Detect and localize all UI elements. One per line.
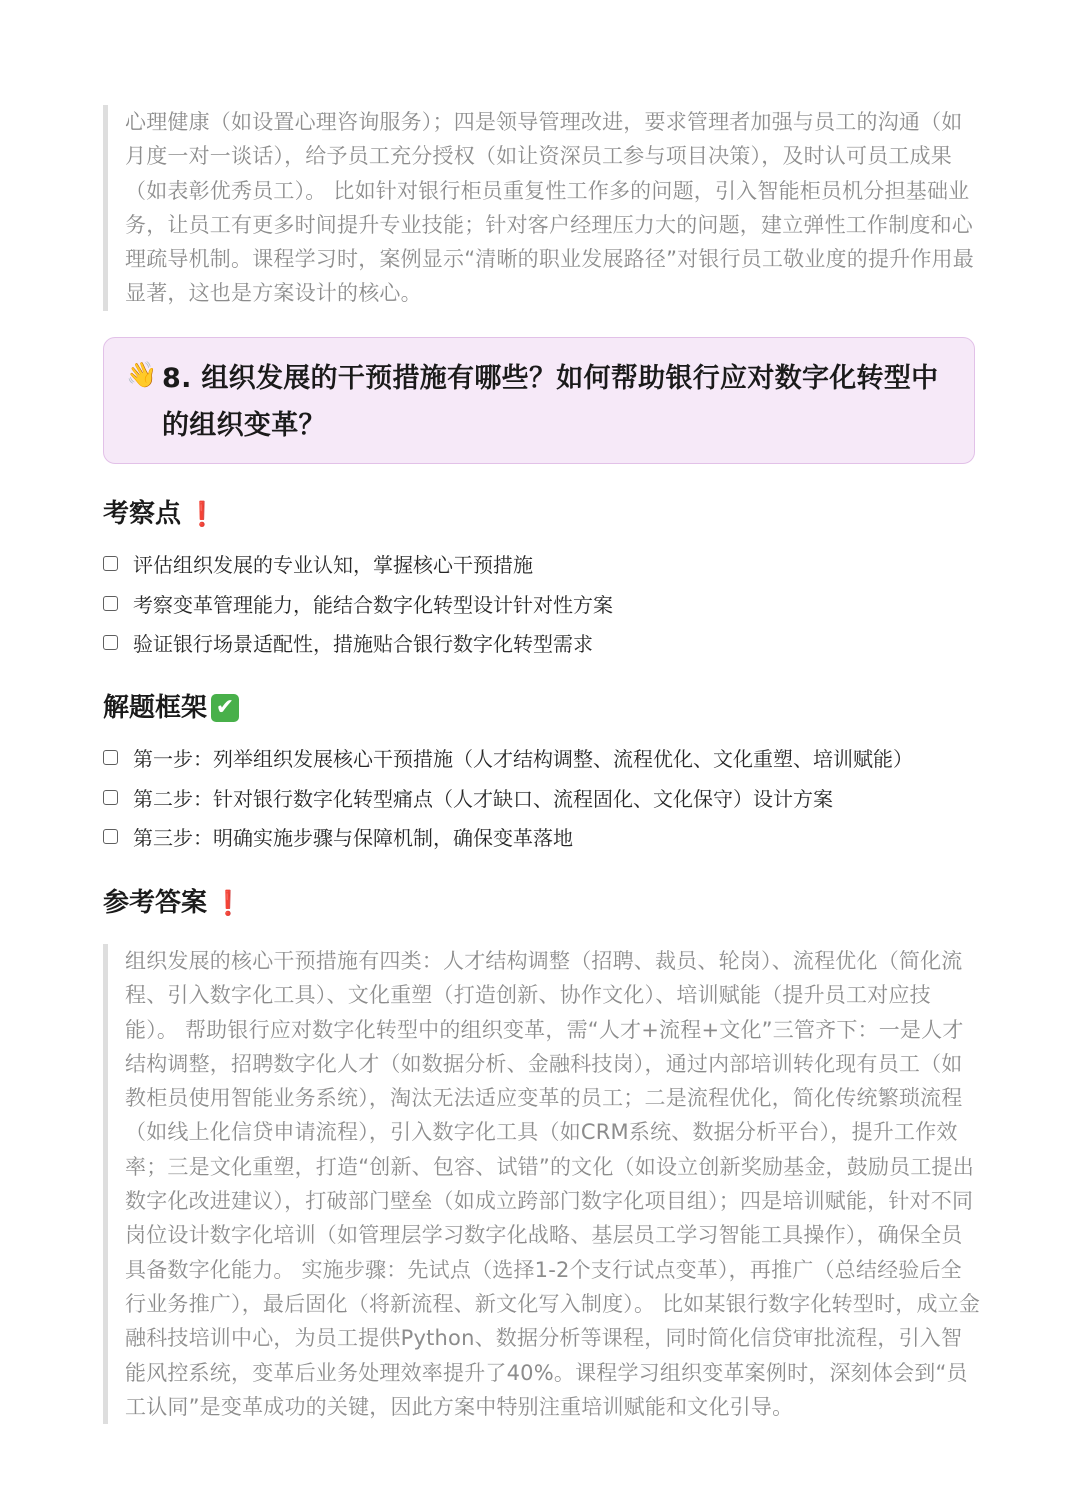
checklist-item (103, 817, 913, 857)
assessment-checklist (103, 544, 613, 663)
checklist-item (103, 584, 613, 624)
assessment-heading (103, 497, 217, 531)
checkbox[interactable] (103, 556, 118, 571)
checklist-item-label: 第二步：针对银行数字化转型痛点（人才缺口、流程固化、文化保守）设计方案 (133, 786, 833, 811)
assessment-heading-text: 考察点 (103, 499, 182, 529)
checklist-item (103, 544, 613, 584)
checkbox[interactable] (103, 829, 118, 844)
checklist-item (103, 738, 913, 778)
framework-checklist (103, 738, 913, 857)
waving-hand-icon: 👋 (126, 360, 158, 389)
checkbox[interactable] (103, 635, 118, 650)
previous-answer-text: 心理健康（如设置心理咨询服务）；四是领导管理改进，要求管理者加强与员工的沟通（如月度一对一谈话），给予员工充分授权（如让资深员工参与项目决策），及时认可员工成果（如表彰优秀员工）。 比如针对银行柜员重复性工作多的问题，引入智能柜员机分担基础业务，让员工有更多时间提升专业技能；针对客户经理压力大的问题，建立弹性工作制度和心理疏导机制。课程学习时，案例显示“清晰的职业发展路径”对银行员工敬业度的提升作用最显著，这也是方案设计的核心。 (125, 110, 974, 306)
reference-answer-text: 组织发展的核心干预措施有四类：人才结构调整（招聘、裁员、轮岗）、流程优化（简化流程、引入数字化工具）、文化重塑（打造创新、协作文化）、培训赋能（提升员工对应技能）。 帮助银行应对数字化转型中的组织变革，需“人才+流程+文化”三管齐下：一是人才结构调整，招聘数字化人才（如数据分析、金融科技岗），通过内部培训转化现有员工（如教柜员使用智能业务系统），淘汰无法适应变革的员工；二是流程优化，简化传统繁琐流程（如线上化信贷申请流程），引入数字化工具（如CRM系统、数据分析平台），提升工作效率；三是文化重塑，打造“创新、包容、试错”的文化（如设立创新奖励基金，鼓励员工提出数字化改进建议），打破部门壁垒（如成立跨部门数字化项目组）；四是培训赋能，针对不同岗位设计数字化培训（如管理层学习数字化战略、基层员工学习智能工具操作），确保全员具备数字化能力。 实施步骤：先试点（选择1-2个支行试点变革），再推广（总结经验后全行业务推广），最后固化（将新流程、新文化写入制度）。 比如某银行数字化转型时，成立金融科技培训中心，为员工提供Python、数据分析等课程，同时简化信贷审批流程，引入智能风控系统，变革后业务处理效率提升了40%。课程学习组织变革案例时，深刻体会到“员工认同”是变革成功的关键，因此方案中特别注重培训赋能和文化引导。 (125, 949, 981, 1419)
exclamation-icon: ❗ (213, 889, 243, 917)
checklist-item-label: 第三步：明确实施步骤与保障机制，确保变革落地 (133, 826, 573, 851)
checkbox[interactable] (103, 750, 118, 765)
checkbox[interactable] (103, 790, 118, 805)
previous-answer-quote (103, 105, 981, 311)
answer-heading (103, 886, 243, 920)
checklist-item (103, 623, 613, 663)
question-title: 8. 组织发展的干预措施有哪些？如何帮助银行应对数字化转型中的组织变革？ (162, 363, 939, 441)
checklist-item-label: 考察变革管理能力，能结合数字化转型设计针对性方案 (133, 592, 613, 617)
checklist-item (103, 778, 913, 818)
checklist-item-label: 评估组织发展的专业认知，掌握核心干预措施 (133, 553, 533, 578)
framework-heading (103, 691, 239, 725)
checklist-item-label: 验证银行场景适配性，措施贴合银行数字化转型需求 (133, 632, 593, 657)
question-callout (103, 337, 975, 464)
exclamation-icon: ❗ (187, 500, 217, 528)
answer-heading-text: 参考答案 (103, 888, 208, 918)
check-mark-icon: ✔ (211, 694, 239, 722)
reference-answer-quote (103, 944, 981, 1424)
framework-heading-text: 解题框架 (103, 693, 208, 723)
checkbox[interactable] (103, 596, 118, 611)
checklist-item-label: 第一步：列举组织发展核心干预措施（人才结构调整、流程优化、文化重塑、培训赋能） (133, 747, 913, 772)
